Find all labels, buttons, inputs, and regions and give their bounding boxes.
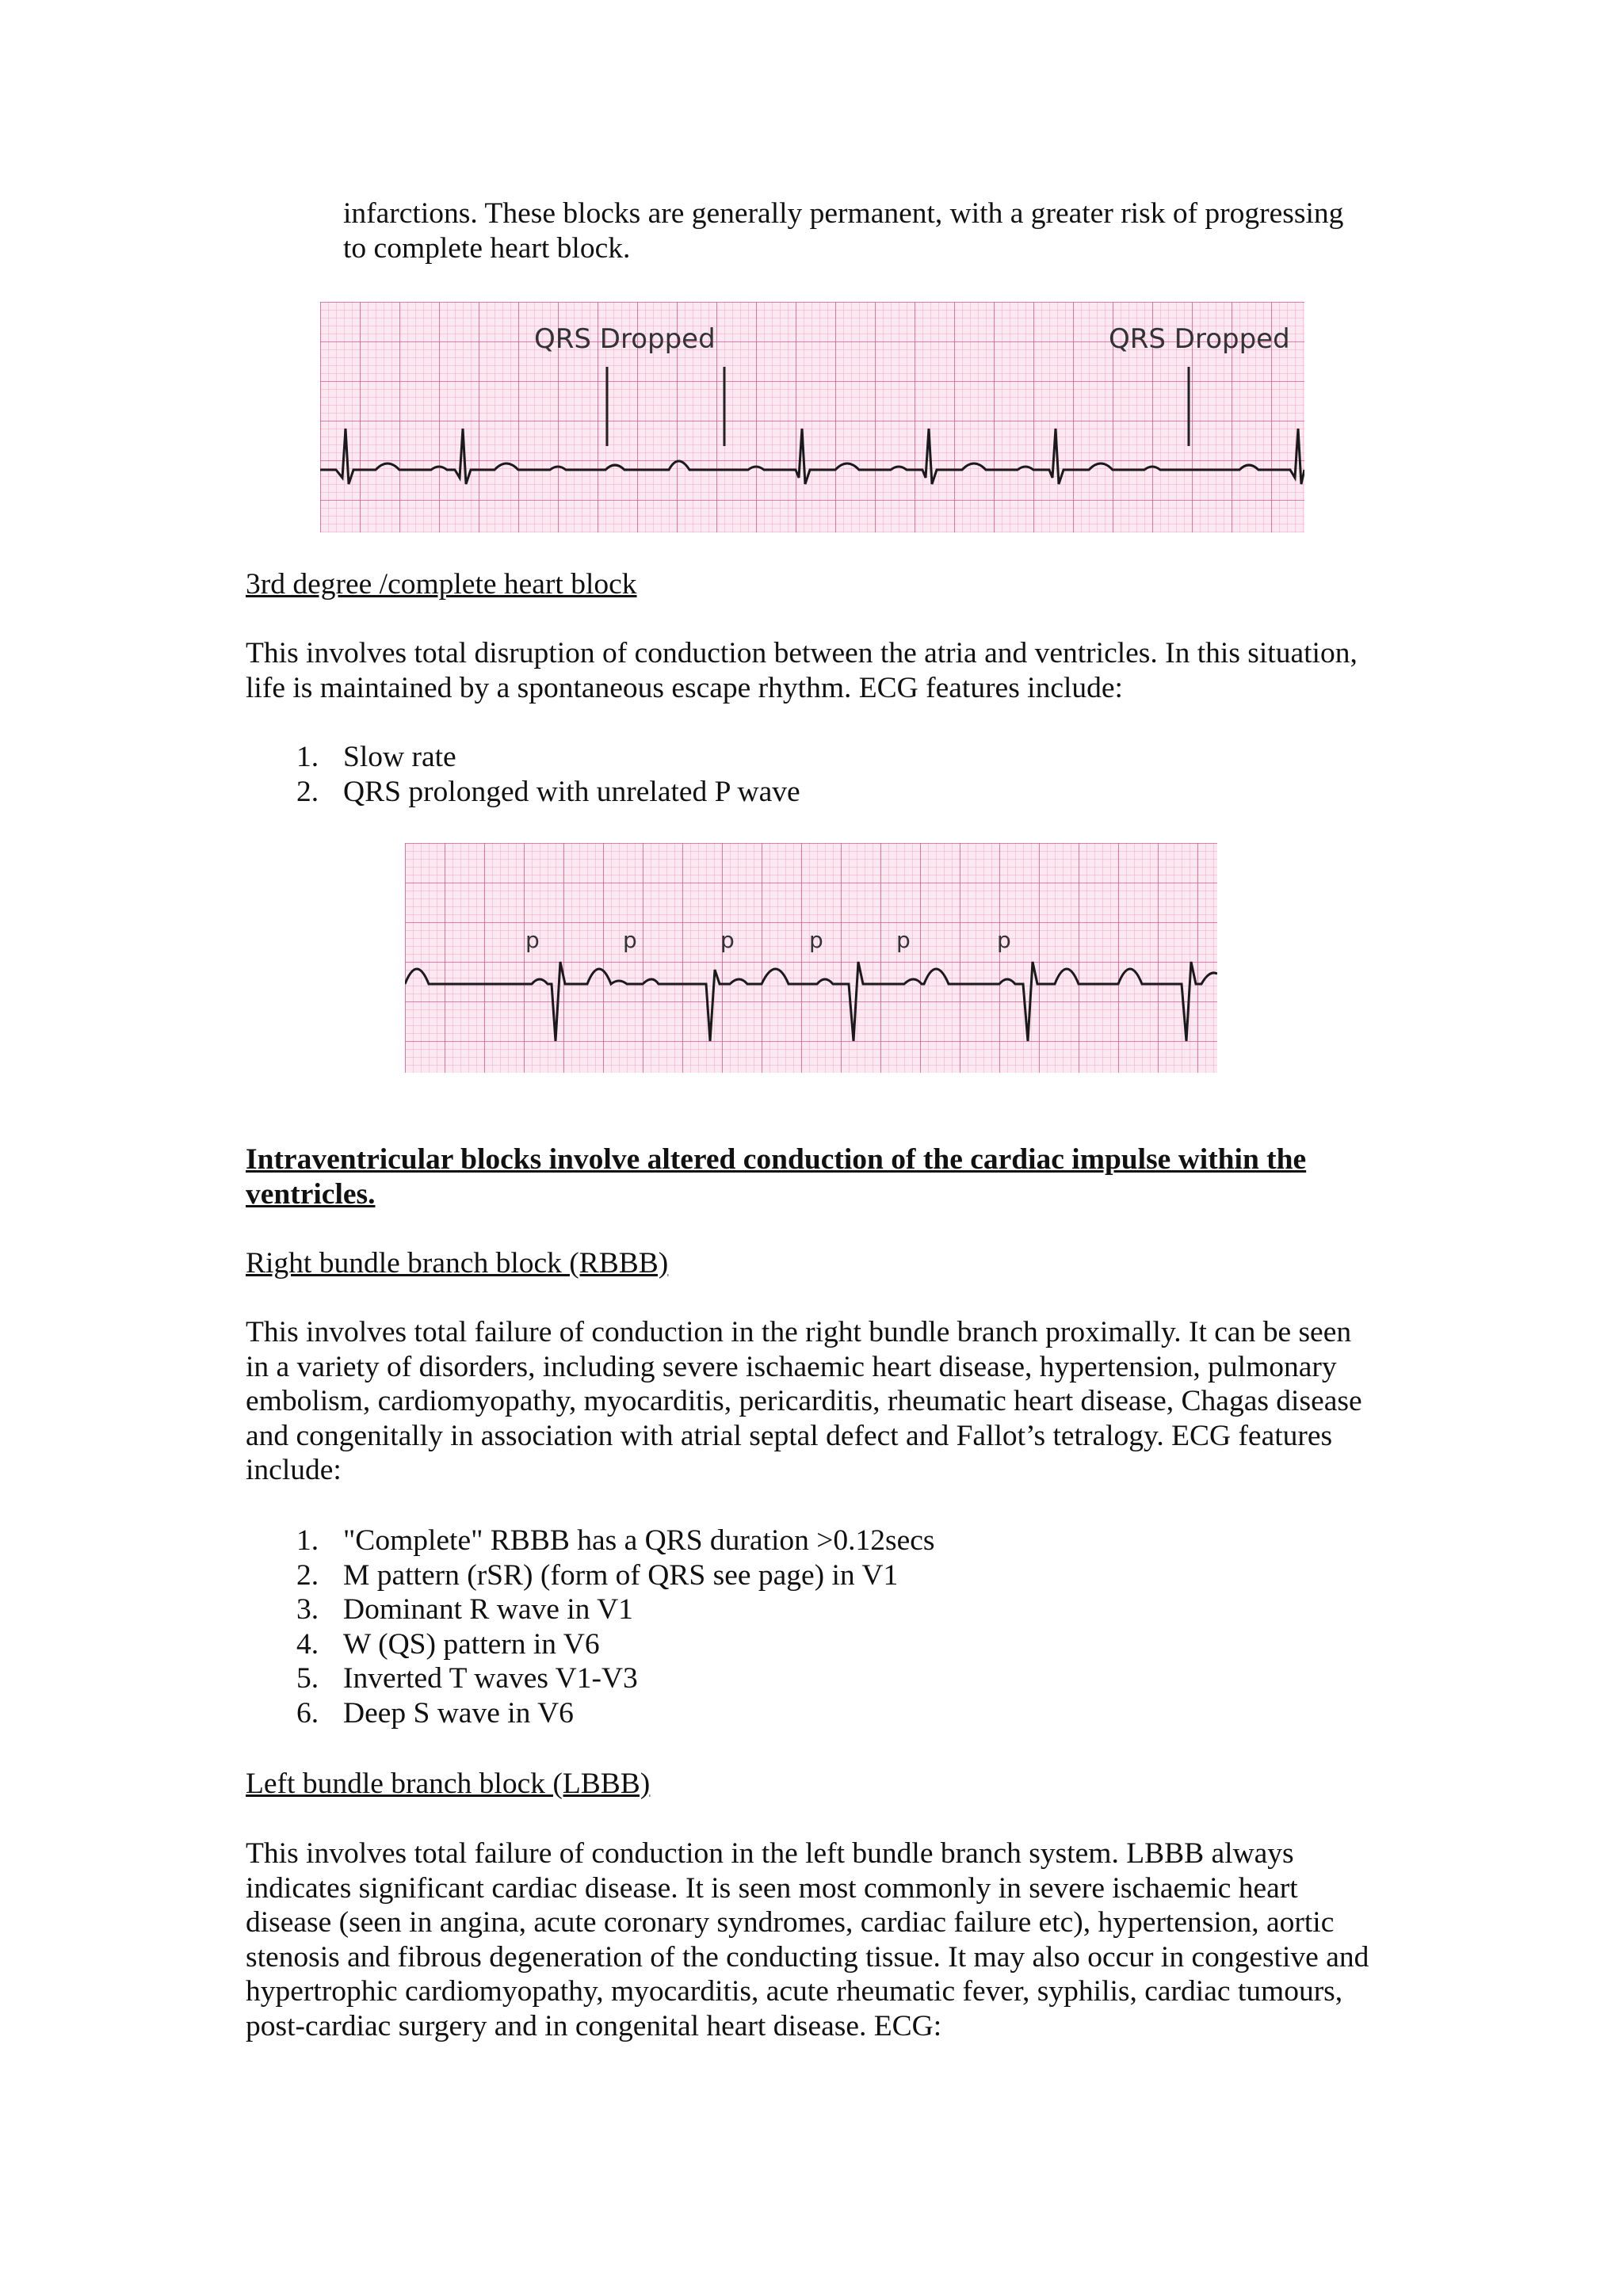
list-item-text: Dominant R wave in V1 <box>343 1593 633 1626</box>
list-item-number: 3. <box>296 1593 319 1626</box>
list-item <box>246 1696 1379 1731</box>
list-item <box>246 1558 1379 1593</box>
section-body-rbbb: This involves total failure of conduction in the right bundle branch proximally. It can be seen in a variety of disorders, including severe ischaemic heart disease, hypertension, pulmonary embolism, cardiomyopathy, myocarditis, pericarditis, rheumatic heart disease, Chagas disease and congenitally in association with atrial septal defect and Fallot’s tetralogy. ECG features include: <box>246 1316 1362 1486</box>
list-item-number: 5. <box>296 1662 319 1695</box>
list-item <box>246 775 1379 810</box>
list-item-number: 1. <box>296 1524 319 1557</box>
list-item <box>246 1592 1379 1627</box>
list-item-number: 2. <box>296 775 319 808</box>
section-heading-lbbb: Left bundle branch block (LBBB) <box>246 1768 651 1800</box>
ecg-label-p: p <box>809 927 823 953</box>
ecg-label-p: p <box>997 927 1011 953</box>
list-item-text: Slow rate <box>343 741 456 773</box>
list-item-text: Deep S wave in V6 <box>343 1696 574 1730</box>
list-item-text: QRS prolonged with unrelated P wave <box>343 775 800 808</box>
list-item-number: 6. <box>296 1696 319 1730</box>
ecg-label-p: p <box>623 927 637 953</box>
ecg-label-p: p <box>525 927 540 953</box>
list-item-number: 2. <box>296 1558 319 1592</box>
list-item-number: 1. <box>296 741 319 773</box>
intro-paragraph: infarctions. These blocks are generally permanent, with a greater risk of progressing to complete heart block. <box>343 197 1344 265</box>
intraventricular-heading: Intraventricular blocks involve altered conduction of the cardiac impulse within the ventricles. <box>246 1143 1307 1211</box>
list-item-text: "Complete" RBBB has a QRS duration >0.12secs <box>343 1524 935 1557</box>
ecg-label-p: p <box>720 927 735 953</box>
list-item-text: Inverted T waves V1-V3 <box>343 1662 638 1695</box>
feature-list-3rd-degree <box>246 740 1379 809</box>
section-body-3rd-degree: This involves total disruption of conduction between the atria and ventricles. In this situation, life is maintained by a spontaneous escape rhythm. ECG features include: <box>246 637 1358 704</box>
ecg-label-qrs-dropped-2: QRS Dropped <box>1109 323 1290 355</box>
list-item <box>246 1627 1379 1662</box>
section-heading-3rd-degree: 3rd degree /complete heart block <box>246 568 637 601</box>
section-body-lbbb: This involves total failure of conduction in the left bundle branch system. LBBB always indicates significant cardiac disease. It is seen most commonly in severe ischaemic heart disease (seen in angina, acute coronary syndromes, cardiac failure etc), hypertension, aortic stenosis and fibrous degeneration of the conducting tissue. It may also occur in congestive and hypertrophic cardiomyopathy, myocarditis, acute rheumatic fever, syphilis, cardiac tumours, post-cardiac surgery and in congenital heart disease. ECG: <box>246 1837 1369 2042</box>
ecg-label-qrs-dropped-1: QRS Dropped <box>534 323 716 355</box>
section-heading-rbbb: Right bundle branch block (RBBB) <box>246 1247 669 1280</box>
list-item <box>246 1661 1379 1696</box>
ecg-strip-complete-block <box>405 843 1217 1073</box>
list-item <box>246 1524 1379 1558</box>
list-item <box>246 740 1379 775</box>
ecg-label-p: p <box>896 927 911 953</box>
list-item-text: M pattern (rSR) (form of QRS see page) in V1 <box>343 1558 899 1592</box>
ecg-strip-dropped-qrs <box>320 302 1304 532</box>
list-item-text: W (QS) pattern in V6 <box>343 1627 600 1661</box>
list-item-number: 4. <box>296 1627 319 1661</box>
feature-list-rbbb <box>246 1524 1379 1730</box>
